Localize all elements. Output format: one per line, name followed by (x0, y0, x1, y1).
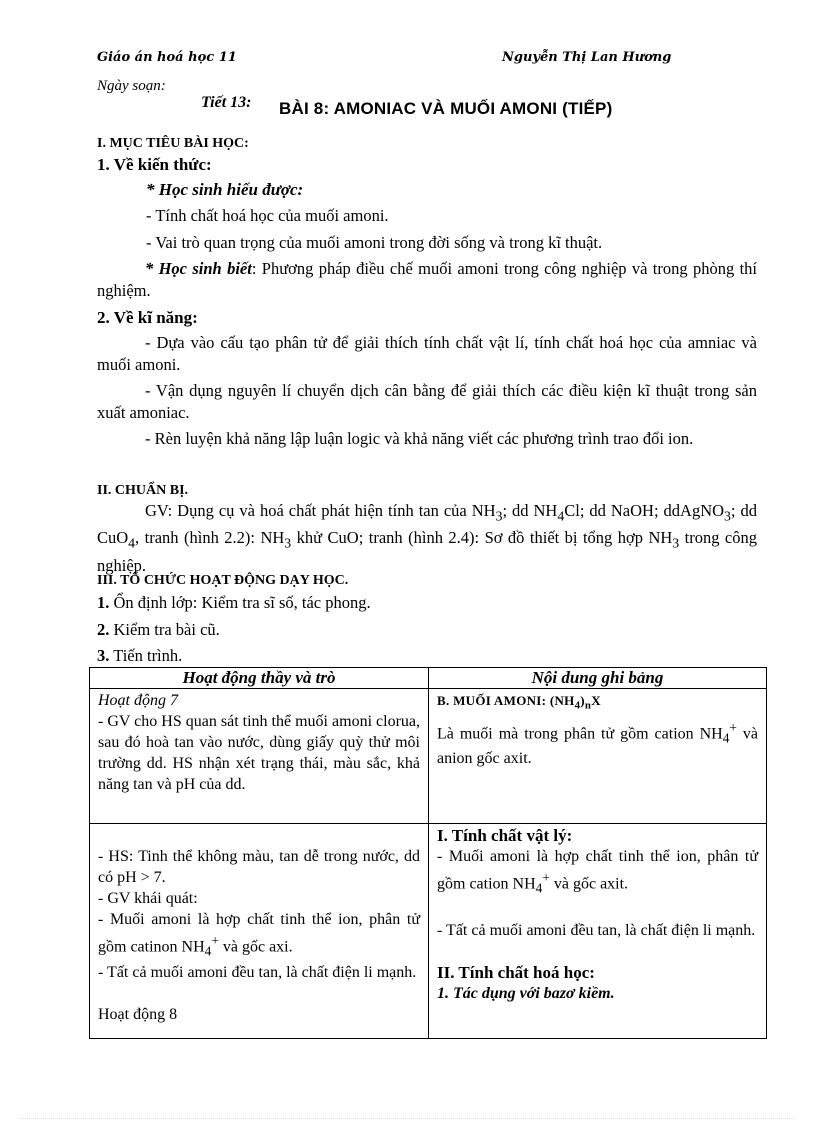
table-row (90, 689, 767, 824)
header-left: Giáo án hoá học 11 (97, 50, 237, 65)
know-label: * Học sinh biết (145, 259, 252, 278)
date-label: Ngày soạn: (97, 78, 166, 94)
knowledge-title: 1. Về kiến thức: (97, 155, 212, 174)
activity-7-label: Hoạt động 7 (98, 692, 178, 709)
row2-left-cell (90, 824, 429, 1039)
table-header-row (90, 668, 767, 689)
preparation-paragraph: GV: Dụng cụ và hoá chất phát hiện tính tan của $NH_3$; dd $NH_4Cl$; dd NaOH; ddAgNO$_3$; dd CuO$_4$, tranh (hình 2.2): $NH_3$ khử CuO; tranh (hình 2.4): Sơ đồ thiết bị tổng hợp $NH_3$ trong công nghiệp. (97, 501, 757, 575)
hs-observation: - HS: Tinh thể không màu, tan dễ trong nước, dd có pH > 7. (98, 848, 420, 886)
gv-summary-2: - Tất cả muối amoni đều tan, là chất điện li mạnh. (98, 963, 417, 981)
chemical-props-title: II. Tính chất hoá học: (437, 962, 595, 982)
page-bottom-divider (20, 1118, 796, 1119)
understand-item-1: - Tính chất hoá học của muối amoni. (146, 206, 389, 225)
skills-title: 2. Về kĩ năng: (97, 308, 198, 327)
physical-props-2: - Tất cả muối amoni đều tan, là chất điện li mạnh. (437, 921, 756, 939)
row1-left-text: - GV cho HS quan sát tinh thể muối amoni clorua, sau đó hoà tan vào nước, dùng giấy quỳ thử môi trường dd. HS nhận xét trạng thái, màu sắc, khả năng tan và pH của dd. (98, 713, 420, 793)
header-activities: Hoạt động thầy và trò (90, 668, 429, 689)
lesson-title: BÀI 8: AMONIAC VÀ MUỐI AMONI (TIẾP) (279, 99, 613, 118)
ammonium-salt-definition: Là muối mà trong phân tử gồm cation $NH_4^+$ và anion gốc axit. (437, 719, 758, 768)
physical-props-1: - Muối amoni là hợp chất tinh thể ion, phân tử gồm cation $NH_4^+$ và gốc axit. (437, 848, 758, 896)
skill-item-1: - Dựa vào cấu tạo phân tử để giải thích tính chất vật lí, tính chất hoá học của amniac và muối amoni. (97, 333, 757, 374)
step-2: 2. Kiểm tra bài cũ. (97, 620, 220, 639)
section-3-title: III. TỔ CHỨC HOẠT ĐỘNG DẠY HỌC. (97, 573, 349, 588)
table-row (90, 824, 767, 1039)
section-1-title: I. MỤC TIÊU BÀI HỌC: (97, 136, 249, 151)
step-3: 3. Tiến trình. (97, 646, 183, 665)
gv-summary-label: - GV khái quát: (98, 890, 198, 907)
skill-item-2: - Vận dụng nguyên lí chuyển dịch cân bằng để giải thích các điều kiện kĩ thuật trong sản xuất amoniac. (97, 381, 757, 422)
understand-label: * Học sinh hiểu được: (146, 180, 304, 199)
header-right: Nguyễn Thị Lan Hương (502, 50, 672, 65)
row1-right-cell (429, 689, 767, 824)
know-paragraph: * Học sinh biết: Phương pháp điều chế muối amoni trong công nghiệp và trong phòng thí nghiệm. (97, 259, 757, 300)
understand-item-2: - Vai trò quan trọng của muối amoni trong đời sống và trong kĩ thuật. (146, 233, 603, 252)
step-1: 1. Ổn định lớp: Kiểm tra sĩ số, tác phong. (97, 593, 371, 612)
activity-8-label: Hoạt động 8 (98, 1005, 178, 1023)
gv-summary-1: - Muối amoni là hợp chất tinh thể ion, phân tử gồm catinon $NH_4^+$ và gốc axi. (98, 911, 420, 959)
header-board-content: Nội dung ghi bảng (429, 668, 767, 689)
skill-item-3: - Rèn luyện khả năng lập luận logic và khả năng viết các phương trình trao đổi ion. (145, 429, 694, 448)
physical-props-title: I. Tính chất vật lý: (437, 826, 573, 845)
row1-left-cell (90, 689, 429, 824)
row2-right-cell (429, 824, 767, 1039)
base-reaction-title: 1. Tác dụng với bazơ kiềm. (437, 984, 615, 1002)
section-2-title: II. CHUẨN BỊ. (97, 483, 189, 498)
ammonium-salt-title: B. MUỐI AMONI: $(NH_4)_nX$ (437, 693, 601, 712)
lesson-number: Tiết 13: (201, 94, 252, 111)
lesson-table (89, 667, 767, 1039)
